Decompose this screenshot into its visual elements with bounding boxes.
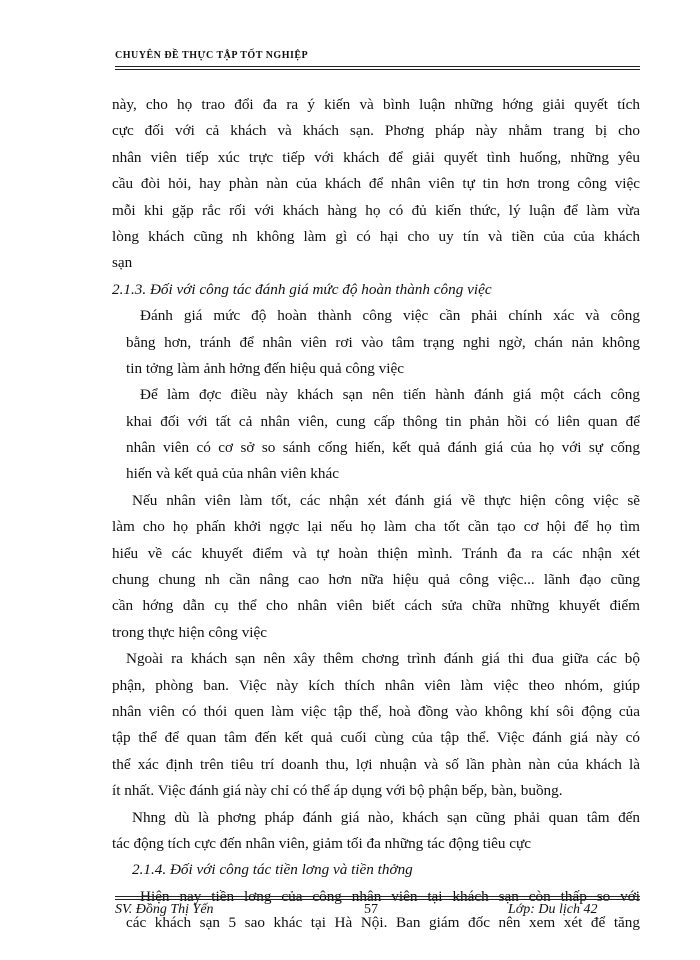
text-line: hiểu về các khuyết điểm và tự hoàn thiện mình. Tránh đa ra các nhận xét [112,544,640,562]
text-line: lòng khách cũng nh không làm gì có hại cho uy tín và tiền của của khách [112,227,640,245]
text-line: Nhng dù là phơng pháp đánh giá nào, khách sạn cũng phải quan tâm đến [132,808,640,826]
section-heading: 2.1.4. Đối với công tác tiền lơng và tiền thởng [132,861,413,879]
text-line: các khách sạn 5 sao khác tại Hà Nội. Ban giám đốc nên xem xét để tăng [126,914,640,932]
text-line: này, cho họ trao đổi đa ra ý kiến và bình luận những hớng giải quyết tích [112,96,640,113]
text-line: trong thực hiện công việc [112,623,267,641]
text-line: mỗi khi gặp rắc rối với khách hàng họ có đủ kiến thức, lý luận để làm vừa [112,201,640,219]
text-line: chung chung nh cần nâng cao hơn nữa hiệu quả công việc... lãnh đạo cũng [112,571,640,589]
text-line: Để làm đợc điều này khách sạn nên tiến hành đánh giá một cách công [140,386,640,404]
text-line: thể xác định trên tiêu trí doanh thu, lợi nhuận và số lần phàn nàn của khách là [112,755,640,773]
text-line: làm cho họ phấn khởi ngợc lại nếu họ làm cha tốt cần tạo cơ hội để họ tìm [112,518,640,536]
footer-divider [115,896,640,900]
text-line: tin tởng làm ảnh hởng đến hiệu quả công việc [126,359,404,377]
page-number: 57 [364,902,378,917]
section-heading: 2.1.3. Đối với công tác đánh giá mức độ hoàn thành công việc [112,280,492,298]
text-line: tập thể để quan tâm đến kết quả cuối cùng của tập thể. Việc đánh giá này có [112,729,640,747]
text-line: Đánh giá mức độ hoàn thành công việc cần phải chính xác và công [140,307,640,325]
text-line: ít nhất. Việc đánh giá này chỉ có thể áp dụng với bộ phận bếp, bàn, buồng. [112,782,563,800]
text-line: nhân viên tiếp xúc trực tiếp với khách để giải quyết tình huống, những yêu [112,148,640,166]
text-line: Ngoài ra khách sạn nên xây thêm chơng trình đánh giá thi đua giữa các bộ [126,650,640,668]
footer-author: SV. Đồng Thị Yến [115,902,214,917]
text-line: phận, phòng ban. Việc này kích thích nhân viên làm việc theo nhóm, giúp [112,676,640,694]
text-line: khai đối với tất cả nhân viên, cung cấp thông tin phản hồi có liên quan để [126,412,640,430]
header-divider [115,66,640,70]
text-line: nhân viên có thói quen làm việc tập thể, hoà đồng vào không khí sôi động của [112,702,640,720]
text-line: cực đối với cả khách và khách sạn. Phơng pháp này nhằm trang bị cho [112,122,640,140]
footer-class: Lớp: Du lịch 42 [508,902,598,917]
text-line: nhân viên có cơ sở so sánh cống hiến, kết quả đánh giá của họ với sự cống [126,439,640,457]
text-line: hiến và kết quả của nhân viên khác [126,465,339,483]
running-header: CHUYÊN ĐỀ THỰC TẬP TỐT NGHIỆP [115,50,309,61]
text-line: Hiện nay tiền lơng của công nhân viên tại khách sạn còn thấp so với [140,887,640,905]
text-line: cầu đòi hỏi, hay phàn nàn của khách để nhân viên tự tin hơn trong công việc [112,175,640,193]
text-line: tác động tích cực đến nhân viên, giảm tối đa những tác động tiêu cực [112,834,532,852]
text-line: sạn [112,254,133,272]
text-line: Nếu nhân viên làm tốt, các nhận xét đánh giá về thực hiện công việc sẽ [132,491,640,509]
text-line: bằng hơn, tránh để nhân viên rơi vào tâm trạng nghi ngờ, chán nản không [126,333,640,351]
text-line: cần hớng dẫn cụ thể cho nhân viên biết cách sửa chữa những khuyết điểm [112,597,640,615]
page-body [112,92,640,937]
